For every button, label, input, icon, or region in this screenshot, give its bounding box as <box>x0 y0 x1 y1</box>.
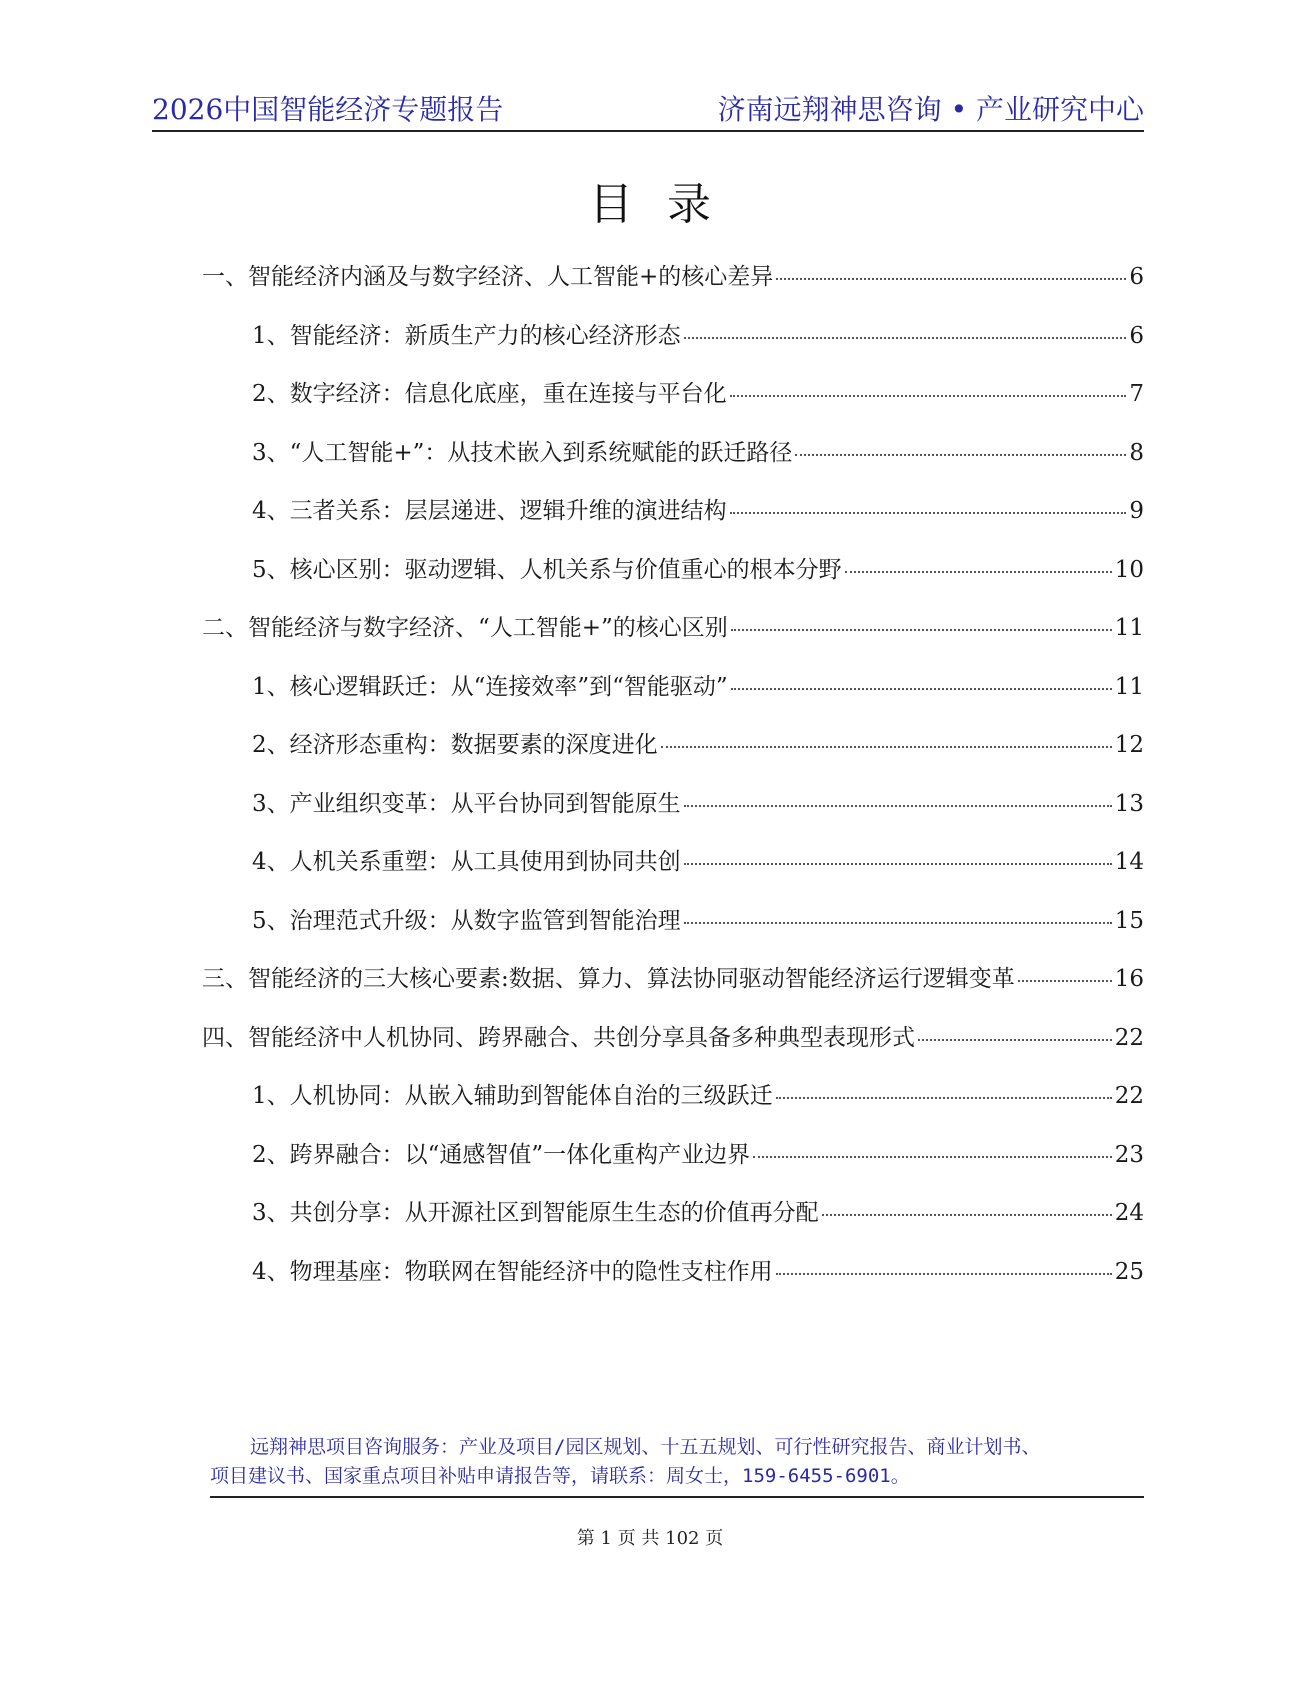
toc-leader-dots <box>822 1213 1112 1216</box>
toc-entry-label: 4、人机关系重塑：从工具使用到协同共创 <box>252 849 681 875</box>
page-header <box>152 88 1144 132</box>
report-title: 2026中国智能经济专题报告 <box>152 93 504 126</box>
toc-entry-page: 13 <box>1114 790 1144 817</box>
toc-entry[interactable] <box>252 1253 1144 1293</box>
toc-entry[interactable] <box>252 317 1144 357</box>
toc-leader-dots <box>795 453 1126 456</box>
toc-entry[interactable] <box>252 1194 1144 1234</box>
page-title: 目录 <box>589 179 745 230</box>
toc-entry-page: 16 <box>1114 966 1144 992</box>
toc-leader-dots <box>730 511 1127 514</box>
toc-leader-dots <box>684 804 1112 807</box>
toc-entry-label: 三、智能经济的三大核心要素:数据、算力、算法协同驱动智能经济运行逻辑变革 <box>202 966 1015 992</box>
page-number: 第 1 页 共 102 页 <box>576 1528 724 1549</box>
toc-leader-dots <box>684 862 1112 865</box>
footer-note-line-1: 远翔神思项目咨询服务：产业及项目/园区规划、十五五规划、可行性研究报告、商业计划书、 <box>250 1436 1041 1458</box>
toc-leader-dots <box>684 336 1127 339</box>
toc-entry-page: 15 <box>1114 907 1144 934</box>
toc-entry-page: 10 <box>1114 556 1144 583</box>
toc-leader-dots <box>776 277 1126 280</box>
toc-entry-label: 5、治理范式升级：从数字监管到智能治理 <box>252 907 681 934</box>
toc-entry[interactable] <box>252 375 1144 415</box>
toc-entry[interactable] <box>252 434 1144 474</box>
toc-entry-page: 7 <box>1129 381 1144 407</box>
toc-entry[interactable] <box>202 960 1144 1000</box>
toc-entry-page: 11 <box>1114 673 1144 700</box>
toc-leader-dots <box>753 1155 1112 1158</box>
toc-entry-label: 2、数字经济：信息化底座，重在连接与平台化 <box>252 381 727 407</box>
toc-entry-page: 14 <box>1114 849 1144 875</box>
toc-entry-page: 24 <box>1114 1200 1144 1226</box>
toc-entry-page: 6 <box>1129 264 1144 290</box>
toc-entry-page: 25 <box>1114 1258 1144 1285</box>
toc-entry-label: 4、三者关系：层层递进、逻辑升维的演进结构 <box>252 498 727 524</box>
toc-entry-label: 2、跨界融合：以“通感智值”一体化重构产业边界 <box>252 1141 751 1168</box>
toc-entry-label: 二、智能经济与数字经济、“人工智能+”的核心区别 <box>202 615 728 641</box>
toc-leader-dots <box>776 1096 1112 1099</box>
toc-entry[interactable] <box>252 726 1144 766</box>
toc-leader-dots <box>776 1272 1112 1275</box>
toc-entry-page: 8 <box>1129 439 1144 466</box>
toc-entry-label: 1、核心逻辑跃迁：从“连接效率”到“智能驱动” <box>252 673 728 700</box>
toc-entry[interactable] <box>252 1077 1144 1117</box>
toc-entry-label: 1、人机协同：从嵌入辅助到智能体自治的三级跃迁 <box>252 1083 773 1109</box>
toc-entry-label: 5、核心区别：驱动逻辑、人机关系与价值重心的根本分野 <box>252 556 842 583</box>
toc-leader-dots <box>1018 979 1112 982</box>
toc-leader-dots <box>684 921 1112 924</box>
toc-entry-page: 6 <box>1129 322 1144 349</box>
toc-entry-page: 12 <box>1114 732 1144 758</box>
toc-entry[interactable] <box>252 668 1144 708</box>
toc-leader-dots <box>661 745 1112 748</box>
toc-entry[interactable] <box>202 258 1144 298</box>
toc-entry[interactable] <box>252 492 1144 532</box>
toc-leader-dots <box>731 687 1112 690</box>
footer-note-line-2: 项目建议书、国家重点项目补贴申请报告等，请联系：周女士，159-6455-6901。 <box>210 1465 910 1487</box>
toc-entry[interactable] <box>252 551 1144 591</box>
toc-entry[interactable] <box>202 609 1144 649</box>
toc-entry-page: 23 <box>1114 1141 1144 1168</box>
toc-entry-label: 1、智能经济：新质生产力的核心经济形态 <box>252 322 681 349</box>
toc-entry[interactable] <box>252 902 1144 942</box>
toc-entry-label: 3、产业组织变革：从平台协同到智能原生 <box>252 790 681 817</box>
footer-contact-note <box>210 1433 1140 1491</box>
toc-entry[interactable] <box>202 1019 1144 1059</box>
toc-entry-page: 22 <box>1114 1083 1144 1109</box>
toc-leader-dots <box>731 628 1112 631</box>
toc-leader-dots <box>730 394 1127 397</box>
toc-entry-label: 2、经济形态重构：数据要素的深度进化 <box>252 732 658 758</box>
toc-entry[interactable] <box>252 843 1144 883</box>
toc-entry-label: 3、共创分享：从开源社区到智能原生生态的价值再分配 <box>252 1200 819 1226</box>
toc-leader-dots <box>918 1038 1112 1041</box>
toc-entry-page: 11 <box>1114 615 1144 641</box>
toc-entry-label: 四、智能经济中人机协同、跨界融合、共创分享具备多种典型表现形式 <box>202 1024 915 1051</box>
footer-divider <box>210 1496 1144 1498</box>
toc-entry-label: 4、物理基座：物联网在智能经济中的隐性支柱作用 <box>252 1258 773 1285</box>
toc-entry-label: 一、智能经济内涵及与数字经济、人工智能+的核心差异 <box>202 264 774 290</box>
header-divider <box>152 130 1144 132</box>
toc-entry-label: 3、“人工智能+”：从技术嵌入到系统赋能的跃迁路径 <box>252 439 793 466</box>
toc-entry[interactable] <box>252 1136 1144 1176</box>
toc-leader-dots <box>845 570 1112 573</box>
publisher-name: 济南远翔神思咨询 • 产业研究中心 <box>717 93 1144 126</box>
toc-entry-page: 9 <box>1129 498 1144 524</box>
toc-entry[interactable] <box>252 785 1144 825</box>
toc-entry-page: 22 <box>1114 1024 1144 1051</box>
